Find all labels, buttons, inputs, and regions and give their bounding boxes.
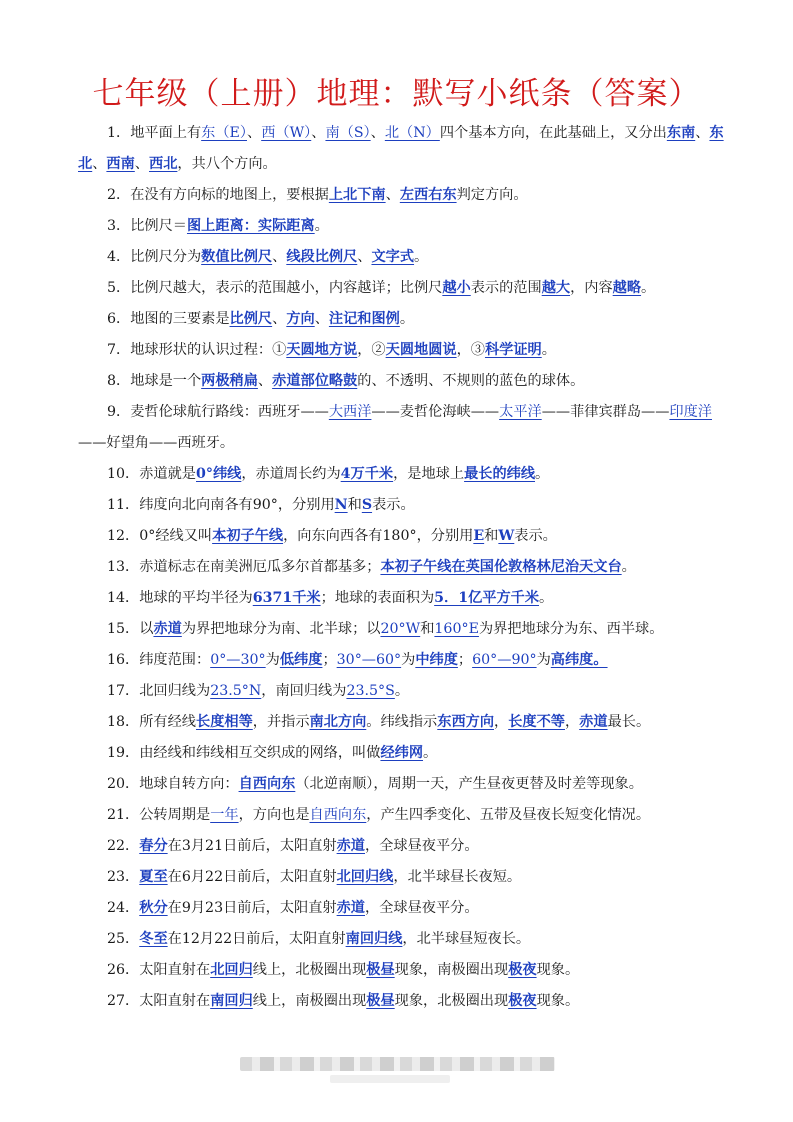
item-text: 、	[695, 125, 710, 141]
item-text: ，共八个方向。	[177, 156, 277, 172]
answer-text: 极夜	[508, 962, 537, 978]
item-text: 线上，北极圈出现	[252, 962, 367, 978]
list-item	[78, 552, 728, 583]
item-text: ，方向也是	[238, 807, 310, 823]
answer-text: 长度相等	[196, 714, 253, 730]
list-item	[78, 273, 728, 304]
item-text: 在12月22日前后，太阳直射	[167, 931, 346, 947]
list-item	[78, 614, 728, 645]
item-text: ；地球的表面积为	[320, 590, 435, 606]
answer-text: 本初子午线	[212, 528, 284, 544]
item-text: 、	[370, 125, 385, 141]
item-text: 7．地球形状的认识过程：①	[107, 342, 287, 358]
item-text: 在3月21日前后，太阳直射	[167, 838, 337, 854]
answer-text: S	[361, 497, 373, 513]
item-text: 为界把地球分为南、北半球；以	[181, 621, 381, 637]
item-text: 和	[420, 621, 435, 637]
list-item	[78, 180, 728, 211]
answer-text: 大西洋	[328, 404, 372, 420]
answer-text: 极昼	[366, 962, 395, 978]
list-item	[78, 366, 728, 397]
answer-text: 赤道部位略鼓	[272, 373, 358, 389]
answer-text: 赤道	[153, 621, 182, 637]
item-text: 为	[265, 652, 280, 668]
answer-text: 越略	[612, 280, 642, 296]
list-item	[78, 738, 728, 769]
item-text: 判定方向。	[456, 187, 528, 203]
list-item	[78, 242, 728, 273]
answer-text: 最长的纬线	[464, 466, 536, 482]
answer-text: 北（N）	[384, 125, 440, 141]
answer-text: 注记和图例	[328, 311, 400, 327]
list-item	[78, 335, 728, 366]
item-text: ，是地球上	[393, 466, 465, 482]
item-text: ，北半球昼短夜长。	[402, 931, 531, 947]
answer-text: 赤道	[336, 900, 365, 916]
item-text: 。	[539, 590, 554, 606]
item-text: 、	[134, 156, 149, 172]
item-text: 最长。	[607, 714, 651, 730]
answer-text: 春分	[139, 838, 168, 854]
answer-text: 4万千米	[340, 466, 394, 482]
item-text: 表示。	[372, 497, 415, 513]
item-text: （北逆南顺），周期一天，产生昼夜更替及时差等现象。	[295, 776, 643, 792]
answer-text: 西（W）	[261, 125, 312, 141]
item-text: 。	[641, 280, 656, 296]
answer-text: E	[473, 528, 485, 544]
answer-text: 越小	[442, 280, 471, 296]
item-text: 27．太阳直射在	[107, 993, 211, 1009]
answer-text: 上北下南	[328, 187, 386, 203]
question-list	[78, 118, 728, 1017]
item-text: 。	[621, 559, 636, 575]
item-text: 15．以	[107, 621, 154, 637]
item-text: ，并指示	[252, 714, 310, 730]
item-text: 、	[257, 373, 273, 389]
answer-text: 越大	[541, 280, 571, 296]
item-text: ，全球昼夜平分。	[365, 900, 479, 916]
answer-text: 东北	[78, 125, 724, 172]
item-text: 26．太阳直射在	[107, 962, 211, 978]
item-text: 20．地球自转方向：	[107, 776, 239, 792]
answer-text: 方向	[286, 311, 315, 327]
answer-text: 20°W	[380, 621, 421, 637]
page-title: 七年级（上册）地理：默写小纸条（答案）	[92, 76, 701, 112]
answer-text: 极夜	[508, 993, 537, 1009]
answer-text: 南（S）	[325, 125, 371, 141]
item-text: 3．比例尺＝	[107, 218, 187, 234]
item-text: ，②	[357, 342, 386, 358]
item-text: 14．地球的平均半径为	[107, 590, 253, 606]
answer-text: 西南	[106, 156, 135, 172]
item-text: 11．纬度向北向南各有90°，分别用	[107, 497, 335, 513]
item-text: ，赤道周长约为	[241, 466, 341, 482]
answer-text: 比例尺	[229, 311, 273, 327]
answer-text: 长度不等	[508, 714, 565, 730]
answer-text: 左西右东	[399, 187, 457, 203]
item-text: ——菲律宾群岛——	[541, 404, 670, 420]
item-text: 现象。	[536, 993, 580, 1009]
list-item	[78, 924, 728, 955]
answer-text: 赤道	[579, 714, 608, 730]
answer-text: 文字式	[371, 249, 415, 265]
item-text: 2．在没有方向标的地图上，要根据	[107, 187, 329, 203]
item-text: ，	[564, 714, 580, 730]
answer-text: 东南	[666, 125, 696, 141]
list-item	[78, 800, 728, 831]
answer-text: 科学证明	[484, 342, 542, 358]
item-text: 。	[394, 683, 410, 699]
item-text: ，③	[456, 342, 485, 358]
list-item	[78, 490, 728, 521]
item-text: 5．比例尺越大，表示的范围越小，内容越详；比例尺	[107, 280, 443, 296]
item-text: 22．	[107, 838, 140, 854]
item-text: 、	[272, 249, 287, 265]
item-text: ，全球昼夜平分。	[365, 838, 479, 854]
item-text: 10．赤道就是	[107, 466, 196, 482]
list-item	[78, 304, 728, 335]
answer-text: 60°—90°	[472, 652, 537, 668]
answer-text: 一年	[210, 807, 239, 823]
list-item	[78, 986, 728, 1017]
answer-text: 西北	[149, 156, 178, 172]
answer-text: 冬至	[139, 931, 168, 947]
item-text: ，产生四季变化、五带及昼夜长短变化情况。	[366, 807, 651, 823]
answer-text: 数值比例尺	[201, 249, 273, 265]
answer-text: 两极稍扁	[201, 373, 258, 389]
answer-text: 天圆地圆说	[385, 342, 457, 358]
item-text: 。	[314, 218, 329, 234]
answer-text: 本初子午线在英国伦敦格林尼治天文台	[380, 559, 622, 575]
item-text: 17．北回归线为	[107, 683, 211, 699]
answer-text: 南北方向	[309, 714, 367, 730]
item-text: 、	[314, 311, 329, 327]
item-text: 和	[484, 528, 499, 544]
answer-text: 高纬度。	[550, 652, 608, 668]
blurred-watermark	[240, 1057, 555, 1071]
list-item	[78, 118, 728, 180]
answer-text: 东（E）	[201, 125, 247, 141]
item-text: ，	[494, 714, 509, 730]
answer-text: 160°E	[434, 621, 479, 637]
list-item	[78, 459, 728, 490]
item-text: 。	[399, 311, 415, 327]
answer-text: 23.5°S	[346, 683, 395, 699]
item-text: 16．纬度范围：	[107, 652, 211, 668]
blurred-watermark-line	[330, 1075, 450, 1083]
list-item	[78, 521, 728, 552]
answer-text: 自西向东	[309, 807, 367, 823]
answer-text: 自西向东	[238, 776, 296, 792]
item-text: 12．0°经线又叫	[107, 528, 213, 544]
item-text: ；	[457, 652, 473, 668]
answer-text: 6371千米	[252, 590, 321, 606]
item-text: ——好望角——西班牙。	[78, 435, 235, 451]
item-text: 、	[246, 125, 262, 141]
answer-text: 北回归	[210, 962, 253, 978]
answer-text: 图上距离：实际距离	[186, 218, 315, 234]
item-text: ；	[322, 652, 337, 668]
answer-text: 南回归线	[345, 931, 403, 947]
answer-text: 夏至	[139, 869, 168, 885]
list-item	[78, 862, 728, 893]
answer-text: 中纬度	[415, 652, 458, 668]
item-text: 现象，南极圈出现	[394, 962, 509, 978]
item-text: 在6月22日前后，太阳直射	[167, 869, 337, 885]
item-text: 现象，北极圈出现	[394, 993, 509, 1009]
list-item	[78, 583, 728, 614]
answer-text: 0°—30°	[210, 652, 266, 668]
item-text: 8．地球是一个	[107, 373, 202, 389]
item-text: 、	[92, 156, 107, 172]
item-text: ，向东向西各有180°，分别用	[283, 528, 474, 544]
item-text: 的、不透明、不规则的蓝色的球体。	[357, 373, 585, 389]
answer-text: 极昼	[366, 993, 395, 1009]
item-text: 表示。	[514, 528, 557, 544]
item-text: 在9月23日前后，太阳直射	[167, 900, 337, 916]
item-text: 和	[347, 497, 362, 513]
answer-text: 太平洋	[499, 404, 542, 420]
answer-text: W	[498, 528, 515, 544]
item-text: 。	[535, 466, 550, 482]
item-text: ——麦哲伦海峡——	[371, 404, 500, 420]
list-item	[78, 831, 728, 862]
answer-text: 线段比例尺	[286, 249, 358, 265]
list-item	[78, 955, 728, 986]
item-text: 表示的范围	[470, 280, 542, 296]
item-text: ，内容	[570, 280, 613, 296]
item-text: 四个基本方向，在此基础上，又分出	[439, 125, 667, 141]
item-text: 9．麦哲伦球航行路线：西班牙——	[107, 404, 329, 420]
answer-text: 5．1亿平方千米	[434, 590, 540, 606]
item-text: 24．	[107, 900, 140, 916]
answer-text: 赤道	[336, 838, 365, 854]
answer-text: N	[334, 497, 348, 513]
item-text: 19．由经线和纬线相互交织成的网络，叫做	[107, 745, 381, 761]
answer-text: 北回归线	[336, 869, 394, 885]
answer-text: 东西方向	[437, 714, 495, 730]
item-text: ，北半球昼长夜短。	[393, 869, 522, 885]
item-text: 、	[357, 249, 372, 265]
item-text: 。	[423, 745, 438, 761]
item-text: 1．地平面上有	[107, 125, 202, 141]
item-text: 。	[541, 342, 556, 358]
answer-text: 南回归	[210, 993, 253, 1009]
answer-text: 秋分	[139, 900, 168, 916]
list-item	[78, 397, 728, 459]
list-item	[78, 769, 728, 800]
list-item	[78, 893, 728, 924]
item-text: 。	[414, 249, 429, 265]
item-text: 现象。	[536, 962, 580, 978]
answer-text: 23.5°N	[210, 683, 262, 699]
list-item	[78, 211, 728, 242]
item-text: 23．	[107, 869, 140, 885]
item-text: 6．地图的三要素是	[107, 311, 230, 327]
item-text: 25．	[107, 931, 140, 947]
answer-text: 印度洋	[669, 404, 712, 420]
item-text: 18．所有经线	[107, 714, 196, 730]
list-item	[78, 645, 728, 676]
item-text: 为	[401, 652, 416, 668]
item-text: 、	[311, 125, 326, 141]
item-text: ，南回归线为	[261, 683, 347, 699]
item-text: 线上，南极圈出现	[252, 993, 367, 1009]
item-text: 。纬线指示	[366, 714, 438, 730]
item-text: 为界把地球分为东、西半球。	[478, 621, 664, 637]
answer-text: 30°—60°	[336, 652, 402, 668]
list-item	[78, 676, 728, 707]
item-text: 、	[272, 311, 287, 327]
answer-text: 0°纬线	[196, 466, 242, 482]
answer-text: 经纬网	[380, 745, 424, 761]
item-text: 4．比例尺分为	[107, 249, 202, 265]
item-text: 为	[536, 652, 551, 668]
answer-text: 低纬度	[279, 652, 323, 668]
answer-text: 天圆地方说	[286, 342, 358, 358]
item-text: 21．公转周期是	[107, 807, 211, 823]
item-text: 、	[385, 187, 400, 203]
item-text: 13．赤道标志在南美洲厄瓜多尔首都基多；	[107, 559, 381, 575]
list-item	[78, 707, 728, 738]
